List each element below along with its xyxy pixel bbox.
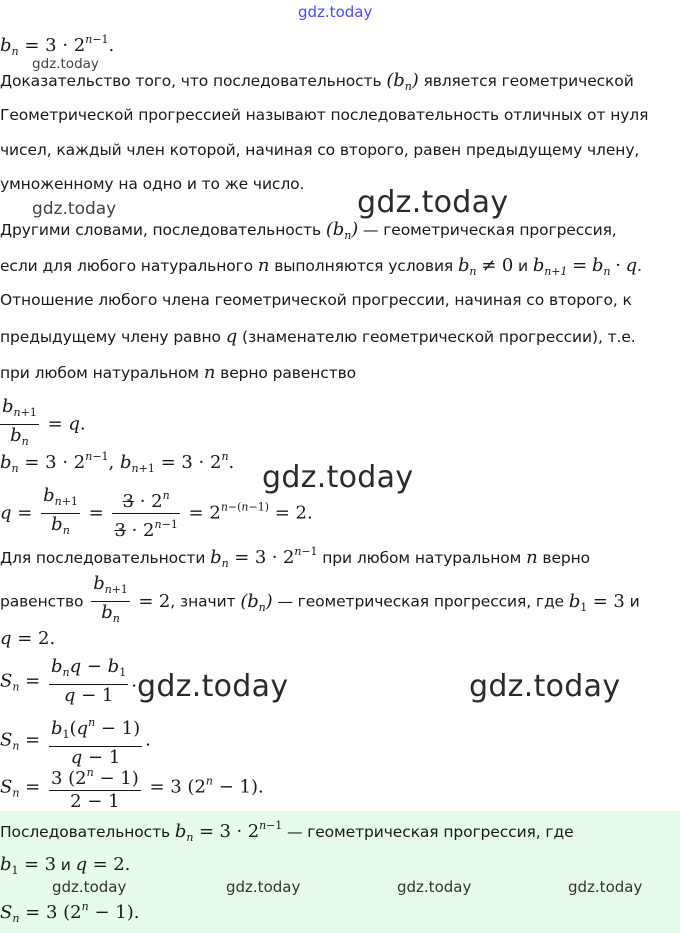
- formula-q-calc: q = $\frac{b_{n+1}}{b_n}$ = $\frac{3 \cdot 2^n}{3 \cdot 2^{n-1}}$ = $2^{n-(n-1)} = 2$.: [0, 485, 313, 541]
- answer-line: Последовательность $b_n = 3 \cdot 2^{n-1}$ — геометрическая прогрессия, где: [0, 819, 574, 844]
- paragraph-proof-title: Доказательство того, что последовательность $(b_n)$ является геометрической: [0, 70, 634, 93]
- watermark: gdz.today: [397, 878, 472, 896]
- paragraph-conclusion: Для последовательности $b_n = 3 \cdot 2^{n-1}$ при любом натуральном n верно: [0, 545, 591, 570]
- paragraph-ratio: предыдущему члену равно q (знаменателю геометрической прогрессии), т.е.: [0, 326, 636, 347]
- paragraph-ratio: при любом натуральном n верно равенство: [0, 362, 357, 383]
- watermark: gdz.today: [357, 185, 509, 220]
- formula-bn: $b_n = 3 \cdot 2^{n-1}$.: [0, 33, 115, 58]
- watermark: gdz.today: [137, 669, 289, 704]
- answer-line: $b_1 = 3$ и q = 2.: [0, 854, 131, 877]
- paragraph-definition: чисел, каждый член которой, начиная со второго, равен предыдущему члену,: [0, 141, 640, 159]
- paragraph-conditions: если для любого натурального n выполняются условия $b_n \ne 0$ и $b_{n+1} = b_n \cdot q$.: [0, 255, 642, 278]
- watermark: gdz.today: [226, 878, 301, 896]
- formula-ratio-q: $\frac{b_{n+1}}{b_n}$ = q.: [2, 396, 86, 448]
- watermark: gdz.today: [32, 199, 117, 219]
- watermark: gdz.today: [52, 878, 127, 896]
- watermark: gdz.today: [262, 460, 414, 495]
- watermark: gdz.today: [469, 669, 621, 704]
- formula-sn-general: $S_n$ = $\frac{b_nq - b_1}{q - 1}$ .: [0, 656, 137, 706]
- formula-sn-power: $S_n$ = $\frac{b_1(q^n - 1)}{q - 1}$ .: [0, 712, 151, 769]
- paragraph-conclusion: равенство $\frac{b_{n+1}}{b_n}$ = 2, значит $(b_n)$ — геометрическая прогрессия, где $b_1 = 3$ и: [0, 573, 640, 625]
- watermark: gdz.today: [32, 56, 99, 72]
- paragraph-definition: Геометрической прогрессией называют последовательность отличных от нуля: [0, 106, 649, 124]
- paragraph-definition: умноженному на одно и то же число.: [0, 175, 305, 193]
- paragraph-other-words: Другими словами, последовательность $(b_n)$ — геометрическая прогрессия,: [0, 219, 617, 242]
- formula-bn-bn1: $b_n = 3 \cdot 2^{n-1}$, $b_{n+1} = 3 \cdot 2^n$.: [0, 450, 235, 475]
- answer-sum: $S_n = 3$ $(2^n - 1)$.: [0, 900, 140, 925]
- watermark-top: gdz.today: [298, 3, 373, 21]
- watermark: gdz.today: [568, 878, 643, 896]
- paragraph-ratio: Отношение любого члена геометрической прогрессии, начиная со второго, к: [0, 291, 632, 309]
- formula-q-value: q = 2.: [0, 628, 56, 649]
- formula-sn-calc: $S_n$ = $\frac{3 (2^n - 1)}{2 - 1}$ = 3 $(2^n - 1)$.: [0, 762, 264, 813]
